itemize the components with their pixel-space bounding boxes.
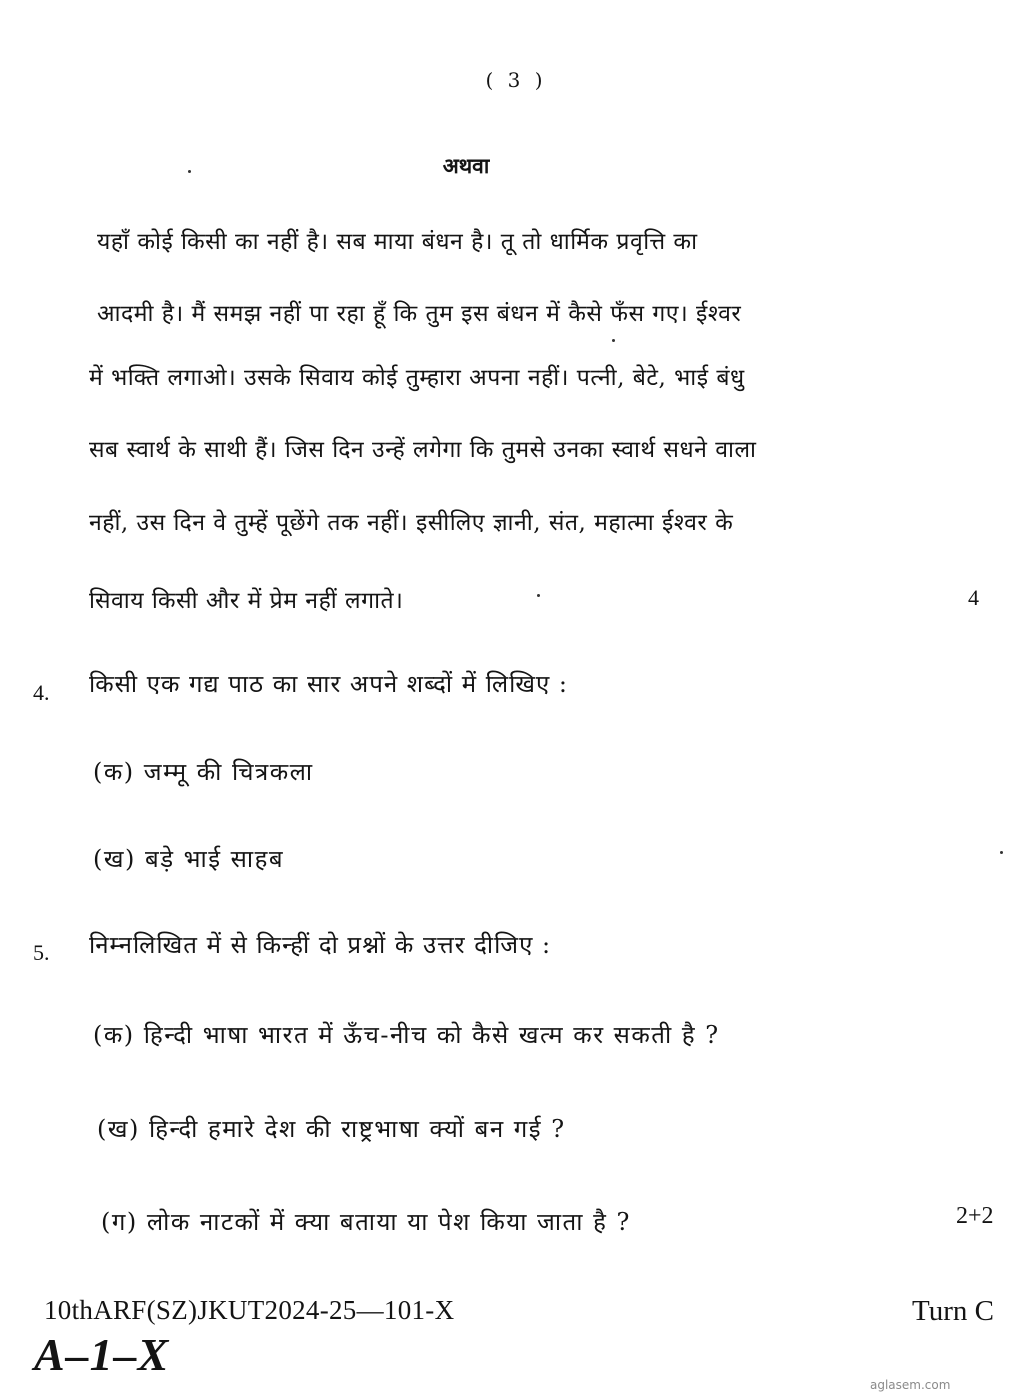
passage-marks: 4 <box>968 585 979 610</box>
question-option: (क) हिन्दी भाषा भारत में ऊँच-नीच को कैसे खत्म कर सकती है ? <box>93 1021 720 1049</box>
section-heading: अथवा <box>442 153 490 178</box>
passage-line: यहाँ कोई किसी का नहीं है। सब माया बंधन है। तू तो धार्मिक प्रवृत्ति का <box>97 229 698 255</box>
passage-line: सब स्वार्थ के साथी हैं। जिस दिन उन्हें लगेगा कि तुमसे उनका स्वार्थ सधने वाला <box>89 437 757 463</box>
question-number: 5. <box>33 940 50 965</box>
question-option: (ख) हिन्दी हमारे देश की राष्ट्रभाषा क्यों बन गई ? <box>97 1115 566 1143</box>
passage-line: सिवाय किसी और में प्रेम नहीं लगाते। <box>89 588 404 614</box>
passage-line: में भक्ति लगाओ। उसके सिवाय कोई तुम्हारा अपना नहीं। पत्नी, बेटे, भाई बंधु <box>89 365 745 391</box>
question-option: (ख) बड़े भाई साहब <box>93 845 285 873</box>
scan-speck <box>1000 851 1003 854</box>
question-marks: 2+2 <box>956 1203 994 1229</box>
question-text: निम्नलिखित में से किन्हीं दो प्रश्नों के उत्तर दीजिए : <box>89 931 552 959</box>
set-code: A–1–X <box>34 1329 170 1380</box>
paper-code: 10thARF(SZ)JKUT2024-25—101-X <box>44 1295 455 1325</box>
question-option: (ग) लोक नाटकों में क्या बताया या पेश किया जाता है ? <box>101 1208 631 1236</box>
watermark: aglasem.com <box>870 1378 951 1392</box>
passage-line: आदमी है। मैं समझ नहीं पा रहा हूँ कि तुम इस बंधन में कैसे फँस गए। ईश्वर <box>97 301 742 327</box>
question-option: (क) जम्मू की चित्रकला <box>93 758 314 786</box>
scan-speck <box>612 339 615 342</box>
page-number: ( 3 ) <box>485 68 547 92</box>
turn-over-label: Turn C <box>912 1295 994 1327</box>
scan-speck <box>537 594 540 597</box>
passage-line: नहीं, उस दिन वे तुम्हें पूछेंगे तक नहीं। इसीलिए ज्ञानी, संत, महात्मा ईश्वर के <box>89 510 734 536</box>
scan-speck <box>188 170 191 173</box>
question-number: 4. <box>33 680 50 705</box>
question-text: किसी एक गद्य पाठ का सार अपने शब्दों में लिखिए : <box>89 670 569 698</box>
